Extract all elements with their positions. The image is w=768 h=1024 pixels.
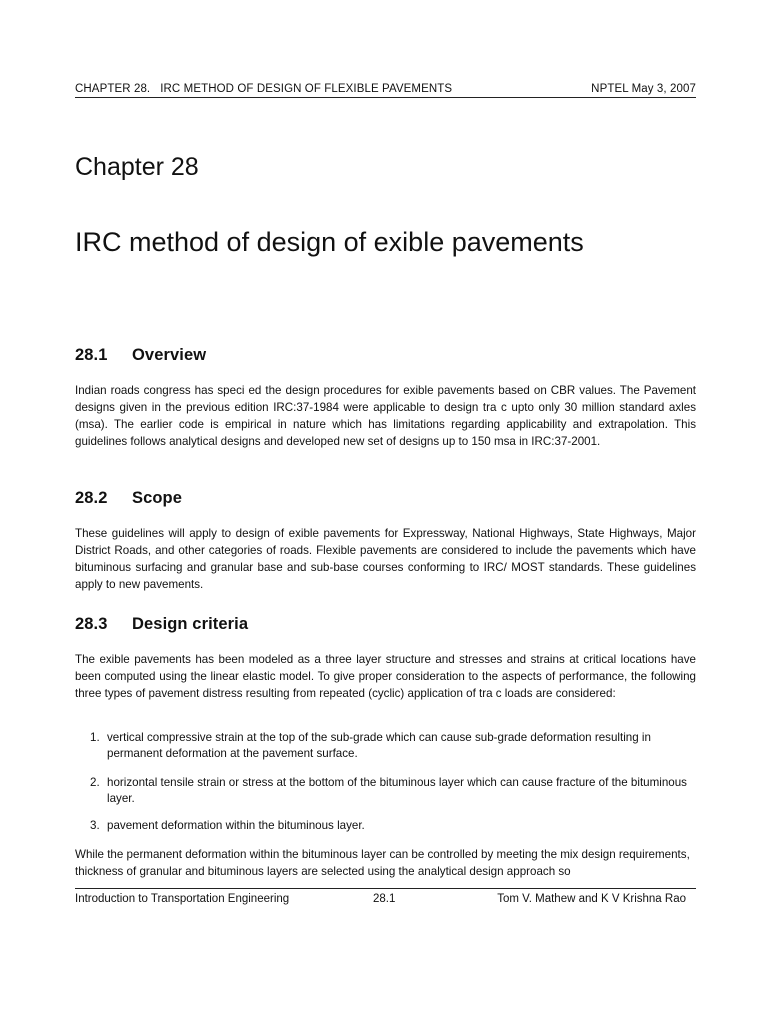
section-number: 28.3 <box>75 615 108 633</box>
list-item <box>75 818 696 834</box>
section-heading-overview <box>75 346 206 365</box>
list-marker: 2. <box>90 776 100 789</box>
list-item-text: pavement deformation within the bituminous layer. <box>107 819 365 832</box>
chapter-title: IRC method of design of exible pavements <box>75 227 584 257</box>
running-footer <box>75 888 696 905</box>
list-item <box>75 730 696 762</box>
design-criteria-paragraph: The exible pavements has been modeled as a three layer structure and stresses and strains at critical locations have been computed using the linear elastic model. To give proper consideration to the aspects of performance, the following three types of pavement distress resulting from repeated (cyclic) application of tra c loads are considered: <box>75 653 696 700</box>
list-item-text: horizontal tensile strain or stress at the bottom of the bituminous layer which can cause fracture of the bituminous layer. <box>107 776 687 805</box>
list-marker: 3. <box>90 819 100 832</box>
section-number: 28.2 <box>75 489 108 507</box>
overview-paragraph: Indian roads congress has speci ed the design procedures for exible pavements based on CBR values. The Pavement designs given in the previous edition IRC:37-1984 were applicable to design tra c upto only 30 million standard axles (msa). The earlier code is empirical in nature which has limitations regarding applicability and extrapolation. This guidelines follows analytical designs and developed new set of designs up to 150 msa in IRC:37-2001. <box>75 384 696 448</box>
section-title: Scope <box>132 489 183 507</box>
section-number: 28.1 <box>75 346 108 364</box>
footer-page-number: 28.1 <box>373 893 396 905</box>
closing-paragraph: While the permanent deformation within the bituminous layer can be controlled by meeting the mix design requirements, thickness of granular and bituminous layers are selected using the analytical design approach so <box>75 848 690 878</box>
footer-authors: Tom V. Mathew and K V Krishna Rao <box>497 893 686 905</box>
footer-course: Introduction to Transportation Engineering <box>75 893 290 905</box>
section-title: Overview <box>132 346 207 364</box>
section-title: Design criteria <box>132 615 249 633</box>
header-source: NPTEL May 3, 2007 <box>591 83 696 95</box>
header-chapter <box>75 83 452 95</box>
scope-paragraph: These guidelines will apply to design of exible pavements for Expressway, National Highways, State Highways, Major District Roads, and other categories of roads. Flexible pavements are considered to include the pavements which have bituminous surfacing and granular base and sub-base courses conforming to IRC/ MOST standards. These guidelines apply to new pavements. <box>75 527 696 591</box>
list-item-text: vertical compressive strain at the top of the sub-grade which can cause sub-grade deformation resulting in permanent deformation at the pavement surface. <box>107 731 651 760</box>
section-heading-scope <box>75 489 182 508</box>
list-marker: 1. <box>90 731 100 744</box>
chapter-label: Chapter 28 <box>75 153 199 181</box>
header-chapter-name: IRC METHOD OF DESIGN OF FLEXIBLE PAVEMENTS <box>160 83 453 95</box>
running-header <box>75 83 696 98</box>
list-item <box>75 775 696 807</box>
header-chapter-ref: CHAPTER 28. <box>75 83 151 95</box>
section-heading-design-criteria <box>75 615 248 634</box>
